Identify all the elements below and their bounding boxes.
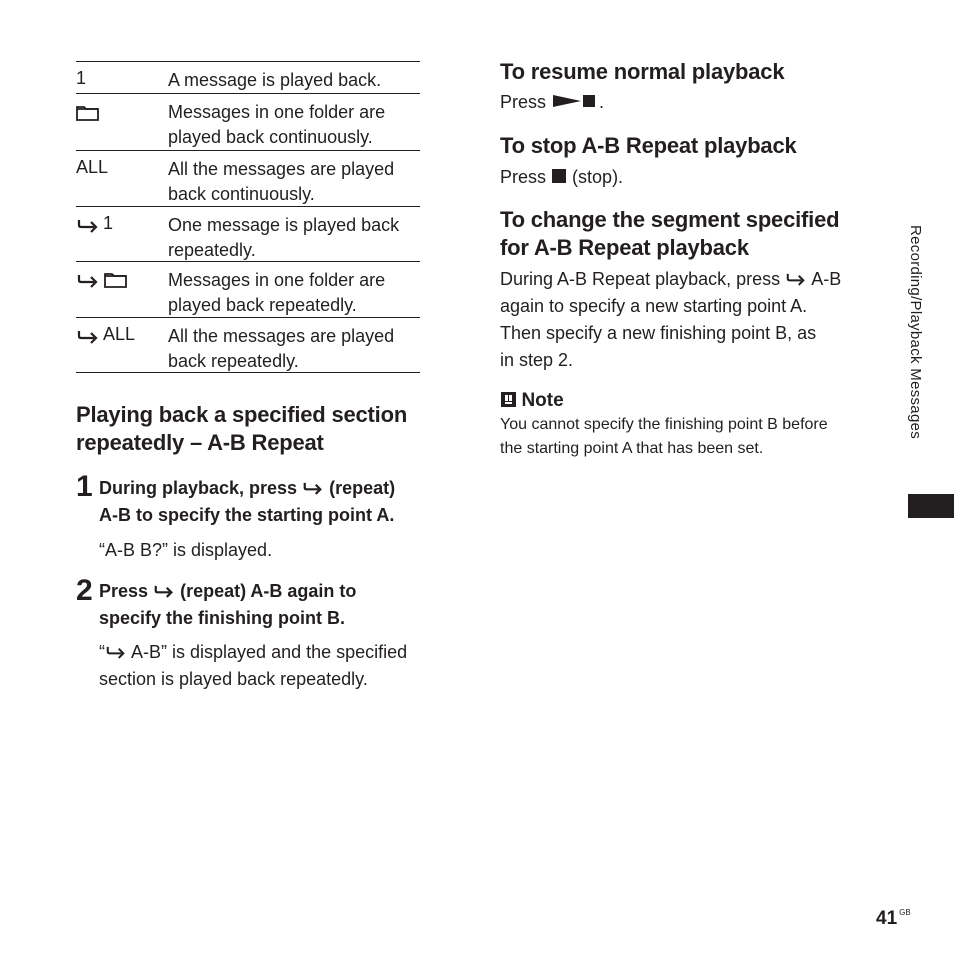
page-number: 41 $^{GB}$ xyxy=(876,908,911,929)
table-row xyxy=(76,94,420,151)
mode-description: One message is played back repeatedly. xyxy=(168,215,400,260)
note-icon xyxy=(500,391,517,408)
step-instruction: Press (repeat) A-B again to specify the finishing point B. xyxy=(99,581,357,628)
table-row xyxy=(76,207,420,262)
repeat-icon xyxy=(105,643,127,660)
mode-description: A message is played back. xyxy=(168,70,382,90)
folder-icon xyxy=(76,104,100,122)
repeat-icon xyxy=(76,327,100,345)
change-heading: To change the segment specified for A-B Repeat playback xyxy=(500,207,840,260)
mode-label: 1 xyxy=(76,68,87,88)
mode-label: ALL xyxy=(76,157,109,177)
table-row xyxy=(76,262,420,318)
folder-icon xyxy=(103,271,129,289)
mode-label: 1 xyxy=(103,213,114,233)
table-row xyxy=(76,151,420,207)
mode-label: ALL xyxy=(103,324,136,344)
repeat-icon xyxy=(785,270,807,287)
section-side-label: Recording/Playback Messages xyxy=(907,225,924,440)
step-result: “A-B B?” is displayed. xyxy=(99,540,273,560)
step-result: “ A-B” is displayed and the specified section is played back repeatedly. xyxy=(99,642,408,689)
mode-description: All the messages are played back repeatedly. xyxy=(168,326,395,371)
mode-description: All the messages are played back continuously. xyxy=(168,159,395,204)
repeat-icon xyxy=(76,271,100,289)
stop-text: Press (stop). xyxy=(500,167,624,187)
repeat-icon xyxy=(153,582,175,599)
note-text: You cannot specify the finishing point B before the starting point A that has been set. xyxy=(500,416,828,457)
step-number: 1 xyxy=(76,470,93,503)
table-row xyxy=(76,318,420,373)
change-text: During A-B Repeat playback, press A-B again to specify a new starting point A. Then specify a new finishing point B, as in step 2. xyxy=(500,269,842,370)
playback-mode-table xyxy=(76,61,420,373)
stop-icon xyxy=(551,168,567,184)
step-instruction: During playback, press (repeat) A-B to specify the starting point A. xyxy=(99,478,396,525)
mode-description: Messages in one folder are played back repeatedly. xyxy=(168,270,386,315)
section-heading: Playing back a specified section repeatedly – A-B Repeat xyxy=(76,402,408,455)
table-row xyxy=(76,62,420,94)
step-number: 2 xyxy=(76,574,93,607)
note-header: Note xyxy=(500,390,564,412)
resume-text: Press . xyxy=(500,92,605,112)
stop-heading: To stop A-B Repeat playback xyxy=(500,133,797,158)
repeat-icon xyxy=(302,479,324,496)
section-tab-marker xyxy=(908,494,954,518)
resume-heading: To resume normal playback xyxy=(500,59,785,84)
repeat-icon xyxy=(76,216,100,234)
play-stop-icon xyxy=(551,93,599,109)
mode-description: Messages in one folder are played back continuously. xyxy=(168,102,386,147)
